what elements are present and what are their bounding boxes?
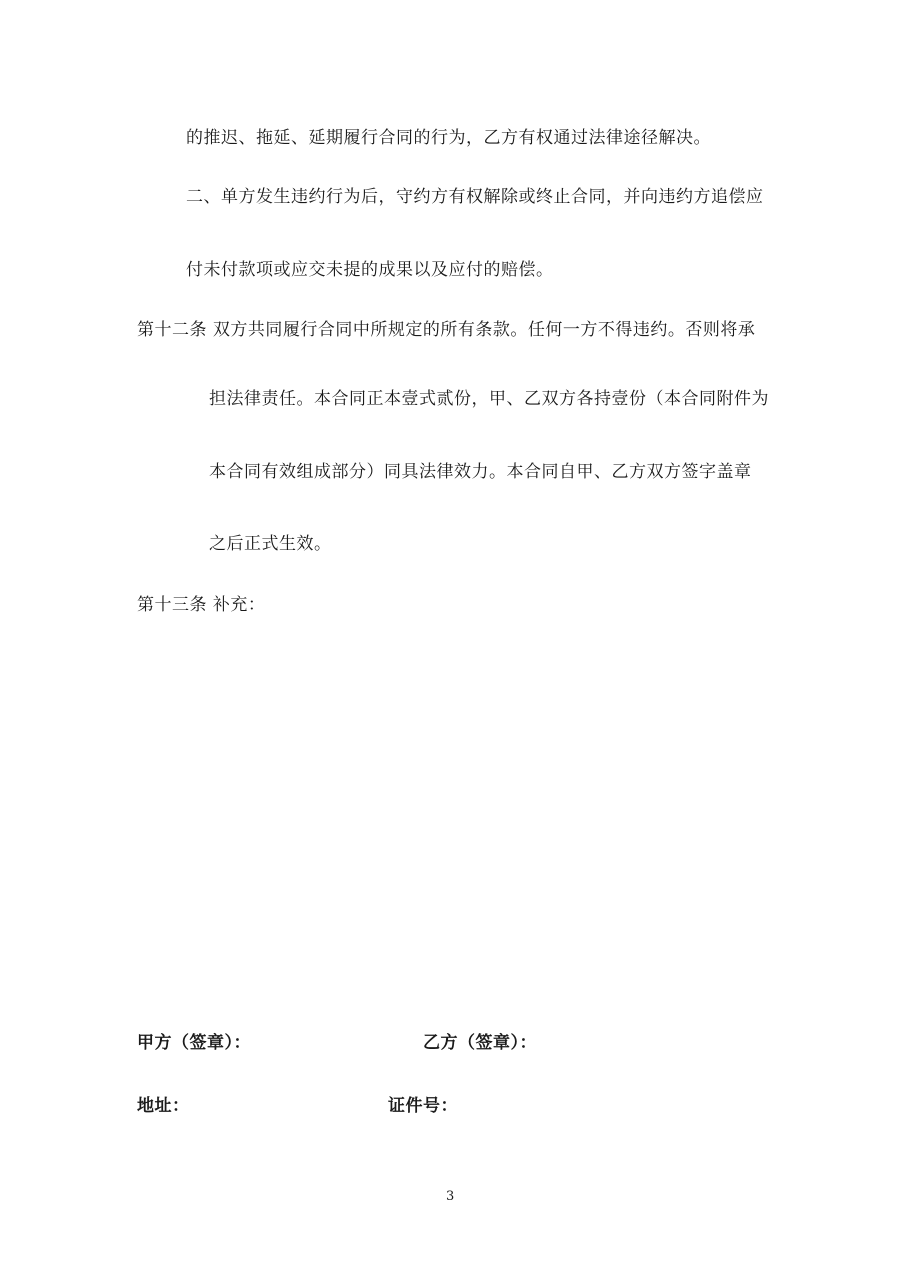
article-12-line: 之后正式生效。	[209, 534, 332, 554]
article-13-heading: 第十三条 补充：	[137, 595, 266, 615]
id-number-label: 证件号：	[388, 1096, 458, 1116]
paragraph-line: 的推迟、拖延、延期履行合同的行为，乙方有权通过法律途径解决。	[186, 128, 711, 148]
party-b-signature-label: 乙方（签章）：	[423, 1033, 537, 1053]
paragraph-line: 二、单方发生违约行为后，守约方有权解除或终止合同，并向违约方追偿应	[186, 187, 764, 207]
page-number: 3	[446, 1189, 455, 1204]
address-label: 地址：	[137, 1096, 190, 1116]
article-12-line: 本合同有效组成部分）同具法律效力。本合同自甲、乙方双方签字盖章	[209, 462, 752, 482]
article-12-line: 第十二条 双方共同履行合同中所规定的所有条款。任何一方不得违约。否则将承	[137, 320, 756, 340]
article-12-line: 担法律责任。本合同正本壹式贰份，甲、乙双方各持壹份（本合同附件为	[209, 389, 769, 409]
paragraph-line: 付未付款项或应交未提的成果以及应付的赔偿。	[186, 260, 554, 280]
party-a-signature-label: 甲方（签章）：	[137, 1033, 251, 1053]
